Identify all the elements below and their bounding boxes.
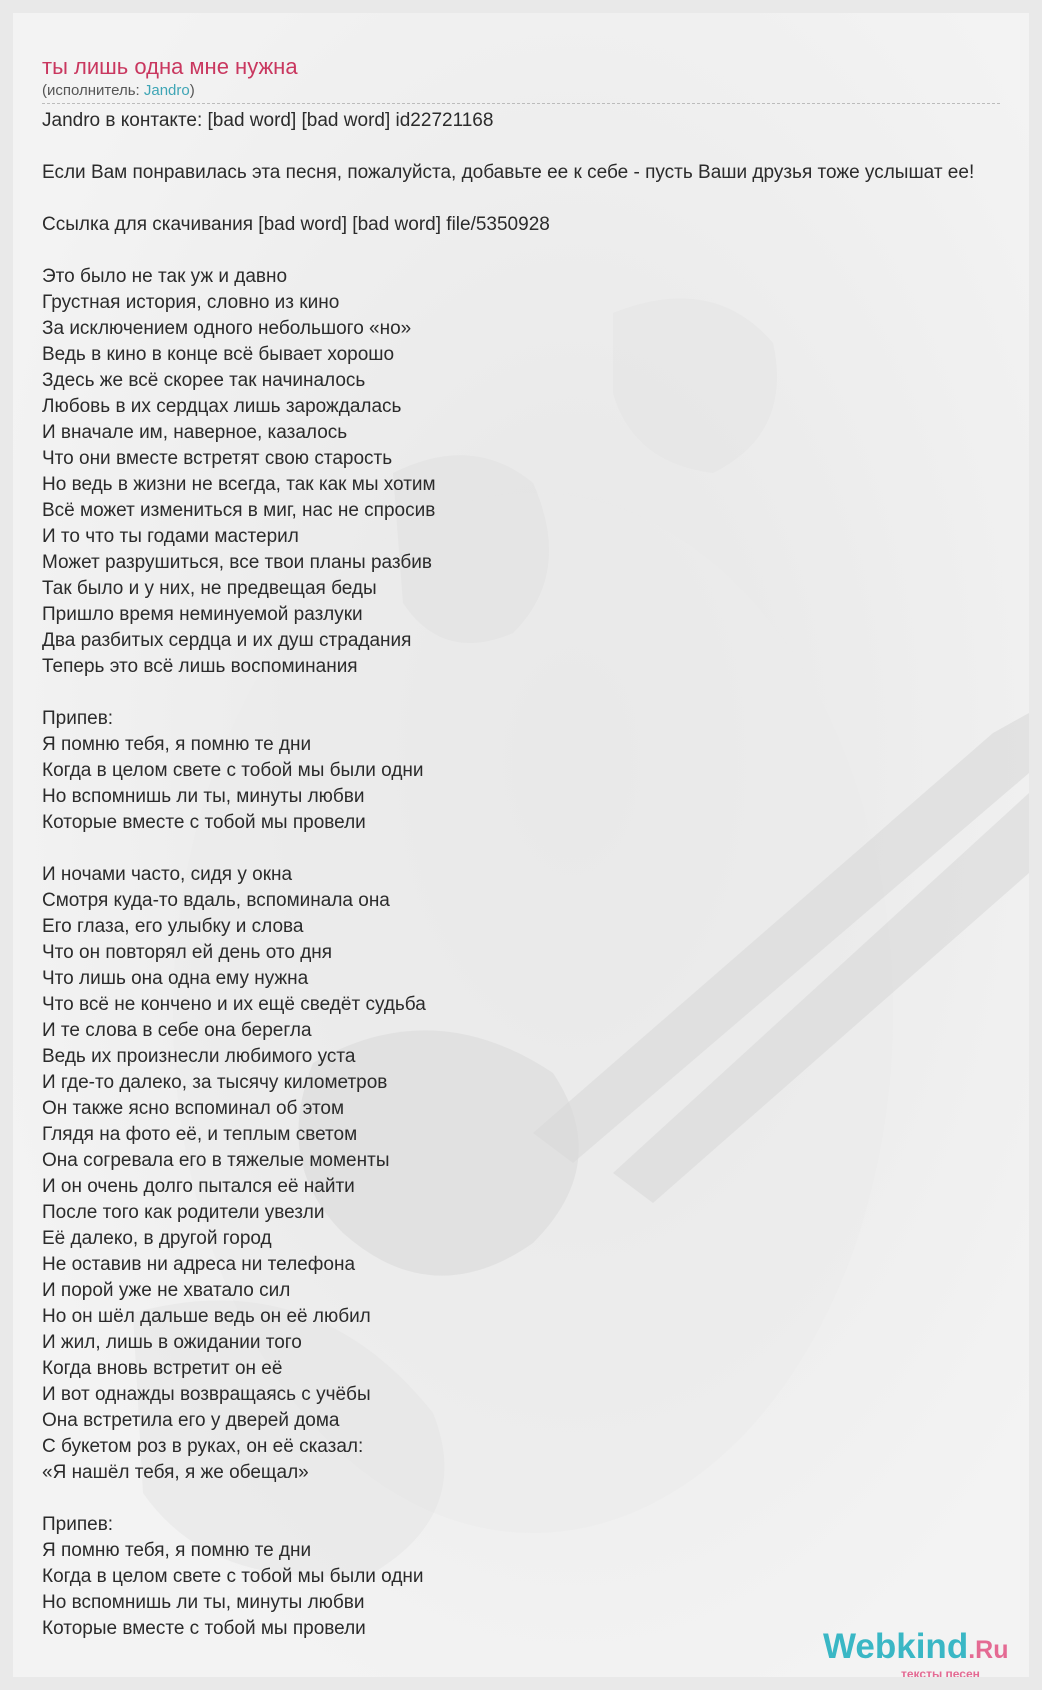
logo-main-text: Webkind: [823, 1627, 969, 1666]
song-content: [42, 43, 1022, 1642]
lyrics-block: [42, 108, 1022, 1642]
lyric-line: Пришло время неминуемой разлуки: [42, 604, 363, 625]
lyric-line: И те слова в себе она берегла: [42, 1020, 312, 1041]
lyric-line: Грустная история, словно из кино: [42, 292, 340, 313]
lyric-spacer: [42, 680, 1022, 706]
lyric-line: Но вспомнишь ли ты, минуты любви: [42, 1592, 365, 1613]
lyric-line: Ведь в кино в конце всё бывает хорошо: [42, 344, 395, 365]
lyric-line: И то что ты годами мастерил: [42, 526, 299, 547]
lyric-line: Его глаза, его улыбку и слова: [42, 916, 304, 937]
lyric-line: Её далеко, в другой город: [42, 1228, 272, 1249]
lyric-line: Jandro в контакте: [bad word] [bad word] id22721168: [42, 110, 494, 131]
lyric-line: Когда вновь встретит он её: [42, 1358, 283, 1379]
artist-suffix: ): [189, 82, 195, 99]
title-divider: [42, 103, 1000, 104]
lyric-line: Он также ясно вспоминал об этом: [42, 1098, 345, 1119]
lyric-line: Не оставив ни адреса ни телефона: [42, 1254, 356, 1275]
lyric-line: Ведь их произнесли любимого уста: [42, 1046, 356, 1067]
lyric-line: Но ведь в жизни не всегда, так как мы хотим: [42, 474, 436, 495]
lyric-line: Всё может измениться в миг, нас не спросив: [42, 500, 436, 521]
lyric-line: И порой уже не хватало сил: [42, 1280, 291, 1301]
lyric-line: Что они вместе встретят свою старость: [42, 448, 393, 469]
lyric-line: Она встретила его у дверей дома: [42, 1410, 340, 1431]
artist-link[interactable]: Jandro: [143, 82, 190, 99]
lyric-line: Припев:: [42, 708, 114, 729]
lyric-line: Но он шёл дальше ведь он её любил: [42, 1306, 371, 1327]
logo-wordmark: [823, 1627, 1008, 1667]
lyric-line: И вначале им, наверное, казалось: [42, 422, 348, 443]
lyric-spacer: [42, 238, 1022, 264]
lyric-line: Что он повторял ей день ото дня: [42, 942, 333, 963]
lyric-line: И где-то далеко, за тысячу километров: [42, 1072, 388, 1093]
artist-prefix: (исполнитель:: [42, 82, 144, 99]
lyric-line: С букетом роз в руках, он её сказал:: [42, 1436, 364, 1457]
lyric-spacer: [42, 186, 1022, 212]
lyric-line: Которые вместе с тобой мы провели: [42, 1618, 366, 1639]
lyric-line: Но вспомнишь ли ты, минуты любви: [42, 786, 365, 807]
lyric-line: Я помню тебя, я помню те дни: [42, 1540, 312, 1561]
lyric-line: И ночами часто, сидя у окна: [42, 864, 293, 885]
lyric-line: Может разрушиться, все твои планы разбив: [42, 552, 432, 573]
lyric-line: За исключением одного небольшого «но»: [42, 318, 412, 339]
logo-tagline: тексты песен: [901, 1667, 980, 1681]
lyric-line: Так было и у них, не предвещая беды: [42, 578, 377, 599]
lyric-line: И он очень долго пытался её найти: [42, 1176, 355, 1197]
lyric-line: Любовь в их сердцах лишь зарождалась: [42, 396, 402, 417]
lyric-line: «Я нашёл тебя, я же обещал»: [42, 1462, 309, 1483]
lyric-line: И жил, лишь в ожидании того: [42, 1332, 302, 1353]
lyric-line: Теперь это всё лишь воспоминания: [42, 656, 358, 677]
lyric-spacer: [42, 1486, 1022, 1512]
logo-tld: .Ru: [968, 1636, 1009, 1664]
lyric-line: После того как родители увезли: [42, 1202, 325, 1223]
artist-line: [42, 81, 1022, 101]
lyric-line: Здесь же всё скорее так начиналось: [42, 370, 366, 391]
lyric-line: Два разбитых сердца и их душ страдания: [42, 630, 412, 651]
lyric-spacer: [42, 836, 1022, 862]
lyric-line: Что всё не кончено и их ещё сведёт судьба: [42, 994, 426, 1015]
lyric-line: Когда в целом свете с тобой мы были одни: [42, 760, 424, 781]
lyric-line: Я помню тебя, я помню те дни: [42, 734, 312, 755]
lyric-line: Которые вместе с тобой мы провели: [42, 812, 366, 833]
lyric-line: Смотря куда-то вдаль, вспоминала она: [42, 890, 390, 911]
lyric-line: Она согревала его в тяжелые моменты: [42, 1150, 390, 1171]
lyric-line: И вот однажды возвращаясь с учёбы: [42, 1384, 371, 1405]
lyric-spacer: [42, 134, 1022, 160]
lyric-line: Глядя на фото её, и теплым светом: [42, 1124, 358, 1145]
lyric-line: Припев:: [42, 1514, 114, 1535]
site-logo[interactable]: [823, 1627, 1033, 1681]
lyric-line: Что лишь она одна ему нужна: [42, 968, 309, 989]
page-title: ты лишь одна мне нужна: [42, 54, 298, 79]
lyric-line: Ссылка для скачивания [bad word] [bad word] file/5350928: [42, 214, 550, 235]
lyric-line: Когда в целом свете с тобой мы были одни: [42, 1566, 424, 1587]
lyric-line: Это было не так уж и давно: [42, 266, 288, 287]
lyric-line: Если Вам понравилась эта песня, пожалуйста, добавьте ее к себе - пусть Ваши друзья тоже услышат ее!: [42, 162, 975, 183]
